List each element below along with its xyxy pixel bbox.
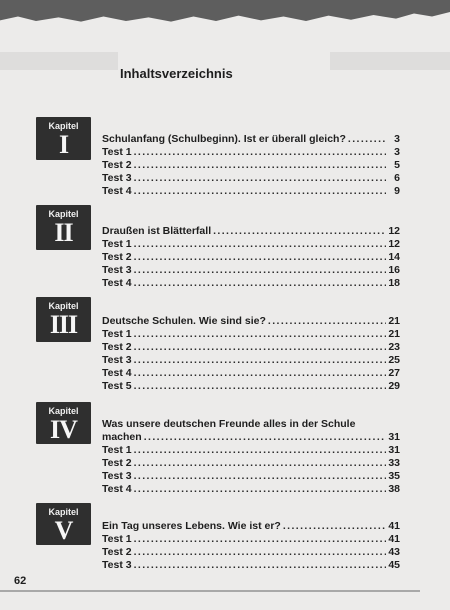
chapter-badge-3 xyxy=(36,297,91,342)
toc-entry[interactable]: Ein Tag unseres Lebens. Wie ist er? ..... 41 xyxy=(102,519,400,532)
toc-entry[interactable]: Draußen ist Blätterfall ..... 12 xyxy=(102,224,400,237)
toc-entry[interactable]: Was unsere deutschen Freunde alles in der Schule xyxy=(102,418,356,430)
page-title: Inhaltsverzeichnis xyxy=(120,66,233,81)
toc-entry[interactable]: Test 3 ..... 45 xyxy=(102,558,400,571)
chapter-numeral: V xyxy=(54,516,73,545)
chapter-badge-5 xyxy=(36,503,91,545)
toc-entry[interactable]: Test 3 ..... 16 xyxy=(102,263,400,276)
chapter-badge-1 xyxy=(36,117,91,160)
chapter-label: Kapitel xyxy=(48,301,79,311)
toc-entry[interactable]: Test 5 ..... 29 xyxy=(102,379,400,392)
chapter-numeral: IV xyxy=(50,415,77,444)
toc-entry[interactable]: Test 2 ..... 14 xyxy=(102,250,400,263)
toc-entry[interactable]: machen ..... 31 xyxy=(102,430,400,443)
toc-entry[interactable]: Test 4 ..... 18 xyxy=(102,276,400,289)
toc-entry[interactable]: Test 4 ..... 9 xyxy=(102,184,400,197)
chapter-label: Kapitel xyxy=(48,209,79,219)
toc-entry[interactable]: Test 1 ..... 31 xyxy=(102,443,400,456)
toc-entry[interactable]: Test 4 ..... 27 xyxy=(102,366,400,379)
toc-entry[interactable]: Deutsche Schulen. Wie sind sie? ..... 21 xyxy=(102,314,400,327)
toc-entry[interactable]: Test 1 ..... 41 xyxy=(102,532,400,545)
chapter-label: Kapitel xyxy=(48,406,79,416)
chapter-numeral: II xyxy=(54,218,73,247)
toc-entry[interactable]: Test 1 ..... 21 xyxy=(102,327,400,340)
toc-entry[interactable]: Test 2 ..... 43 xyxy=(102,545,400,558)
chapter-badge-4 xyxy=(36,402,91,444)
bottom-rule xyxy=(0,590,420,592)
chapter-badge-2 xyxy=(36,205,91,250)
chapter-label: Kapitel xyxy=(48,121,79,131)
toc-entry[interactable]: Test 1 ..... 3 xyxy=(102,145,400,158)
toc-entry[interactable]: Test 2 ..... 23 xyxy=(102,340,400,353)
page-number: 62 xyxy=(14,575,27,587)
torn-page-edge xyxy=(0,0,450,30)
toc-entry[interactable]: Schulanfang (Schulbeginn). Ist er überall gleich? ..... 3 xyxy=(102,132,400,145)
bleed-through-band xyxy=(330,52,450,70)
toc-entry[interactable]: Test 3 ..... 35 xyxy=(102,469,400,482)
bleed-through-band xyxy=(0,52,118,70)
toc-entry[interactable]: Test 3 ..... 6 xyxy=(102,171,400,184)
toc-entry[interactable]: Test 1 ..... 12 xyxy=(102,237,400,250)
toc-entry[interactable]: Test 4 ..... 38 xyxy=(102,482,400,495)
toc-entry[interactable]: Test 3 ..... 25 xyxy=(102,353,400,366)
toc-entry[interactable]: Test 2 ..... 5 xyxy=(102,158,400,171)
toc-entry[interactable]: Test 2 ..... 33 xyxy=(102,456,400,469)
chapter-numeral: I xyxy=(58,130,69,159)
chapter-label: Kapitel xyxy=(48,507,79,517)
chapter-numeral: III xyxy=(49,310,78,339)
